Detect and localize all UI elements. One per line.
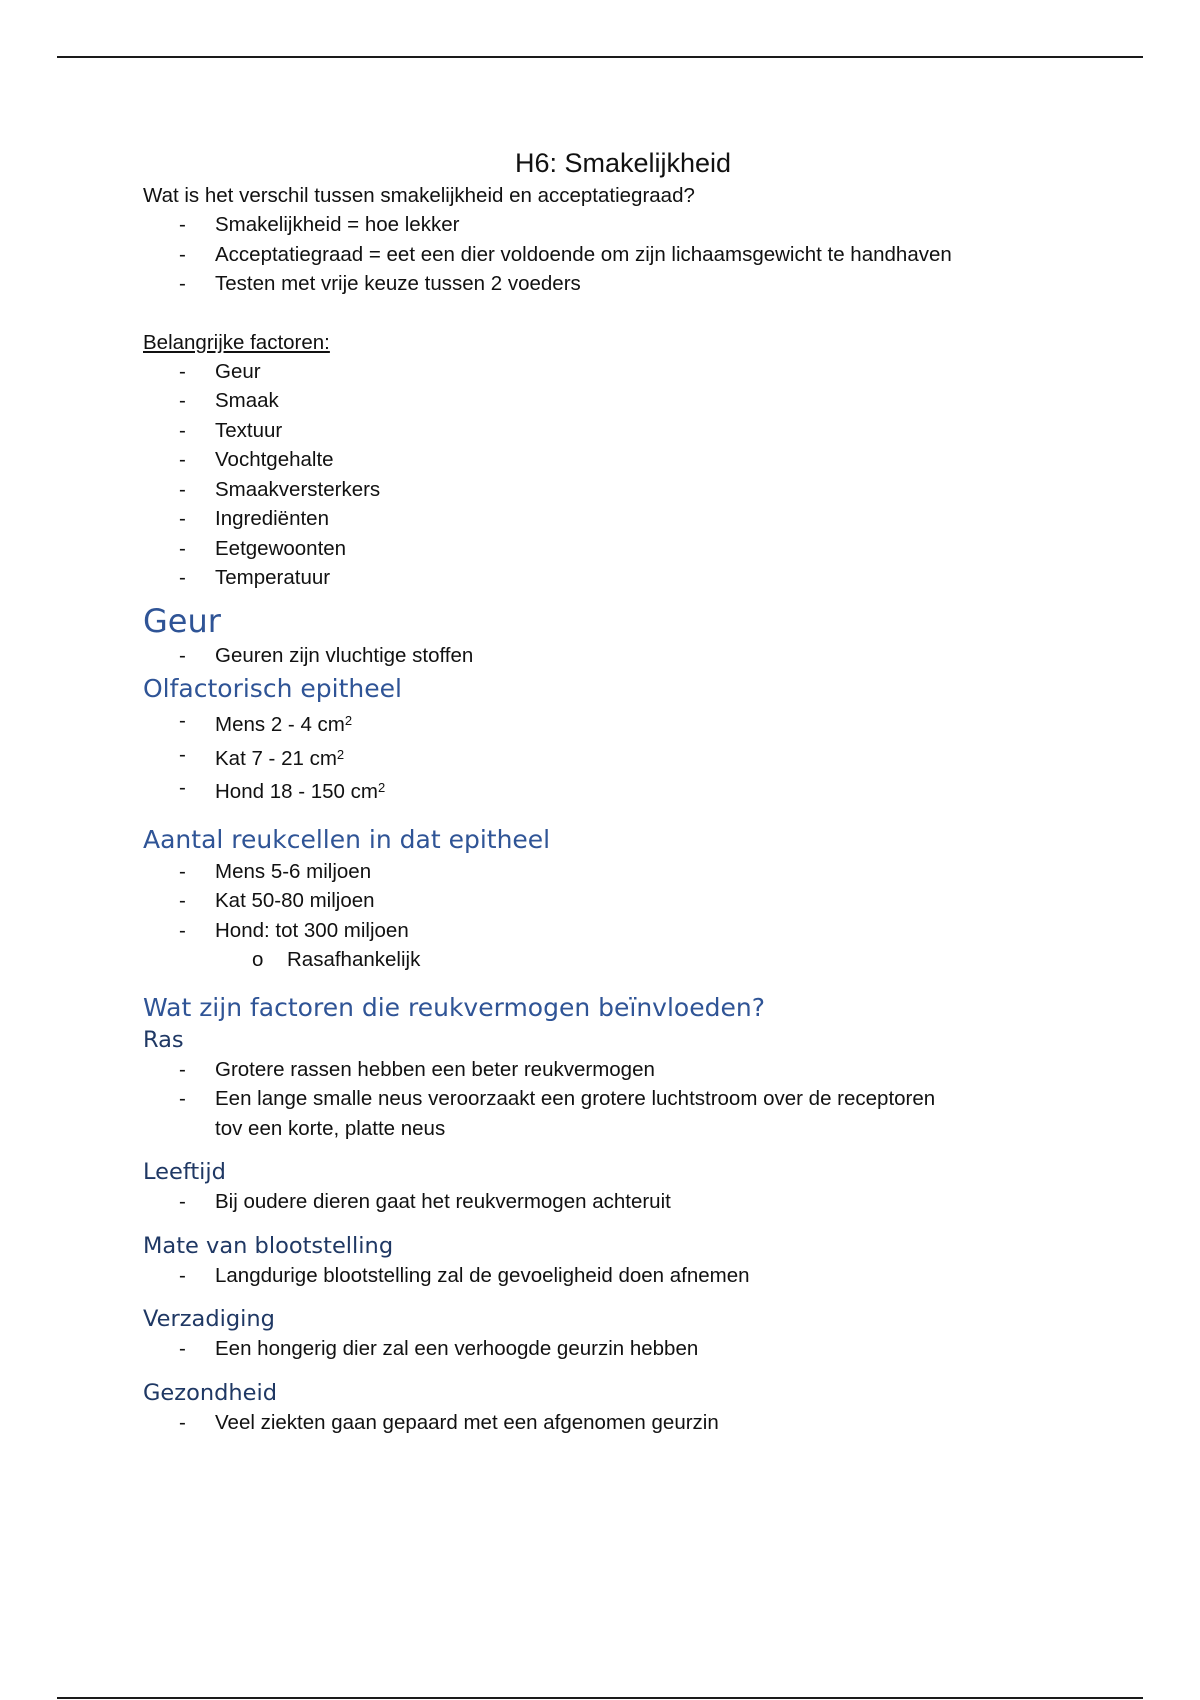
header-rule [57,56,1143,58]
geur-list [143,641,1103,671]
list-item: - Kat 7 - 21 $cm^2$ [143,740,1103,774]
verzadiging-list [143,1334,1103,1364]
list-item: - Veel ziekten gaan gepaard met een afgenomen geurzin [143,1408,1103,1438]
heading-leeftijd: Leeftijd [143,1159,226,1185]
list-item: - Temperatuur [143,563,1103,593]
heading-gezondheid: Gezondheid [143,1379,278,1406]
document-title: H6: Smakelijkheid [514,148,732,178]
intro-question: Wat is het verschil tussen smakelijkheid en acceptatiegraad? [143,184,695,207]
heading-factoren-reukvermogen: Wat zijn factoren die reukvermogen beïnvloeden? [143,992,765,1022]
heading-olfactorisch-epitheel: Olfactorisch epitheel [143,674,402,703]
list-item: - Ingrediënten [143,504,1103,534]
list-item: - Geuren zijn vluchtige stoffen [143,641,1103,671]
list-item: - Geur [143,357,1103,387]
factors-heading: Belangrijke factoren: [143,330,330,354]
list-item: - Smaak [143,386,1103,416]
epitheel-list [143,706,1103,807]
gezondheid-list [143,1408,1103,1438]
list-item: - Langdurige blootstelling zal de gevoeligheid doen afnemen [143,1261,1103,1291]
list-item: - Textuur [143,416,1103,446]
reukcellen-sublist [143,945,1103,975]
sub-list-item: o Rasafhankelijk [143,945,1103,975]
list-item: - Kat 50-80 miljoen [143,886,1103,916]
heading-verzadiging: Verzadiging [143,1306,275,1332]
heading-geur: Geur [143,601,221,640]
list-item: - Smakelijkheid = hoe lekker [143,210,1103,240]
list-item: - Een lange smalle neus veroorzaakt een grotere luchtstroom over de receptoren tov een korte, platte neus [143,1084,1103,1143]
list-item: - Hond 18 - 150 $cm^2$ [143,773,1103,807]
heading-mate-van-blootstelling: Mate van blootstelling [143,1232,394,1259]
list-item: - Acceptatiegraad = eet een dier voldoende om zijn lichaamsgewicht te handhaven [143,240,1103,270]
list-item: - Bij oudere dieren gaat het reukvermogen achteruit [143,1187,1103,1217]
leeftijd-list [143,1187,1103,1217]
list-item: - Eetgewoonten [143,534,1103,564]
heading-ras: Ras [143,1026,184,1053]
list-item: - Testen met vrije keuze tussen 2 voeders [143,269,1103,299]
document-body [143,140,1103,1437]
factors-list [143,357,1103,593]
list-item: - Hond: tot 300 miljoen [143,916,1103,946]
blootstelling-list [143,1261,1103,1291]
footer-rule [57,1697,1143,1699]
list-item: - Een hongerig dier zal een verhoogde geurzin hebben [143,1334,1103,1364]
list-item: - Mens 5-6 miljoen [143,857,1103,887]
intro-list [143,210,1103,299]
list-item: - Vochtgehalte [143,445,1103,475]
ras-list [143,1055,1103,1144]
list-item: - Mens 2 - 4 $cm^2$ [143,706,1103,740]
heading-aantal-reukcellen: Aantal reukcellen in dat epitheel [143,824,551,854]
list-item: - Smaakversterkers [143,475,1103,505]
list-item: - Grotere rassen hebben een beter reukvermogen [143,1055,1103,1085]
reukcellen-list [143,857,1103,946]
